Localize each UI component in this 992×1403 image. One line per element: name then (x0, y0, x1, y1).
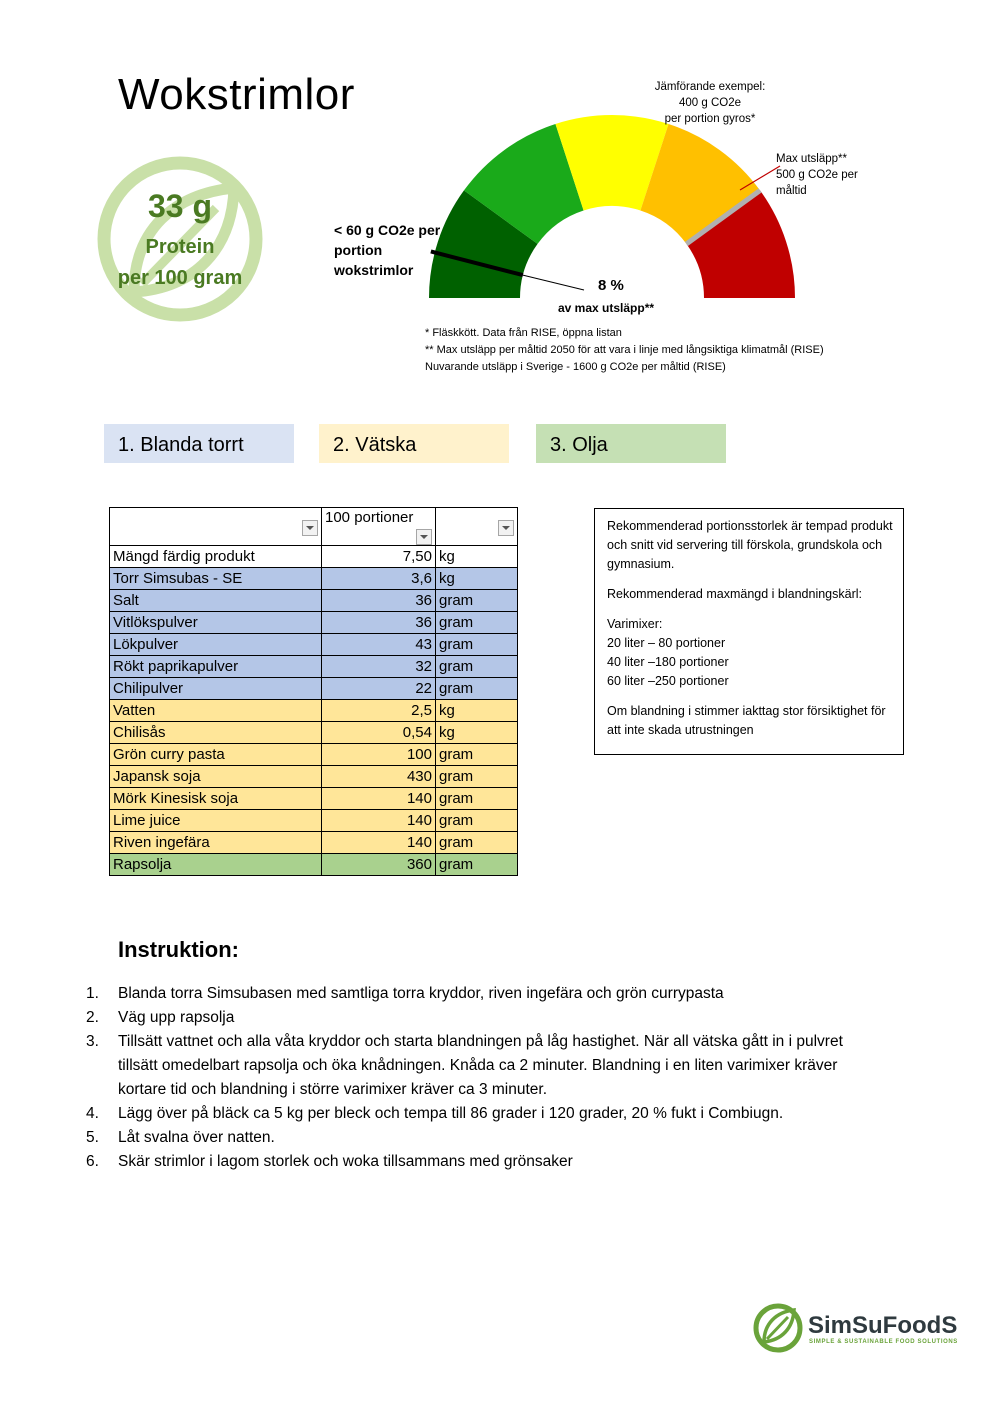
table-row (110, 721, 518, 743)
instruction-number: 4. (86, 1105, 99, 1122)
table-header-cell (110, 508, 322, 546)
instruction-step (86, 1150, 886, 1174)
protein-label: Protein (145, 236, 215, 258)
amount-cell: 360 (322, 853, 436, 875)
gauge-comparison-note: Jämförande exempel: 400 g CO2e per portion gyros* (654, 81, 766, 125)
amount-cell: 22 (322, 677, 436, 699)
ingredient-cell: Vitlökspulver (110, 611, 322, 633)
unit-cell: gram (436, 589, 518, 611)
info-mixer-line: 40 liter –180 portioner (607, 655, 729, 669)
unit-cell: gram (436, 611, 518, 633)
footnote: * Fläskkött. Data från RISE, öppna listan (425, 327, 622, 339)
table-row (110, 809, 518, 831)
instruction-number: 6. (86, 1153, 99, 1170)
ingredient-cell: Riven ingefära (110, 831, 322, 853)
unit-cell: gram (436, 765, 518, 787)
logo-tagline: SIMPLE & SUSTAINABLE FOOD SOLUTIONS (809, 1339, 958, 1345)
instruction-number: 3. (86, 1033, 99, 1050)
ingredient-cell: Grön curry pasta (110, 743, 322, 765)
unit-cell: gram (436, 787, 518, 809)
instruction-text: Väg upp rapsolja (118, 1009, 235, 1026)
table-row (110, 677, 518, 699)
unit-cell: kg (436, 545, 518, 567)
table-row (110, 655, 518, 677)
instruction-step (86, 1126, 886, 1150)
instruction-step (86, 1102, 886, 1126)
instruction-text: Skär strimlor i lagom storlek och woka tillsammans med grönsaker (118, 1153, 573, 1170)
gauge-percent: 8 % (598, 277, 624, 294)
protein-badge (94, 150, 266, 328)
ingredient-cell: Mörk Kinesisk soja (110, 787, 322, 809)
unit-cell: gram (436, 831, 518, 853)
table-row (110, 633, 518, 655)
table-row (110, 765, 518, 787)
filter-dropdown-icon[interactable] (416, 529, 432, 545)
amount-cell: 7,50 (322, 545, 436, 567)
instruction-step (86, 1006, 886, 1030)
amount-cell: 43 (322, 633, 436, 655)
amount-cell: 430 (322, 765, 436, 787)
unit-cell: kg (436, 721, 518, 743)
amount-cell: 140 (322, 809, 436, 831)
table-row (110, 567, 518, 589)
unit-cell: gram (436, 655, 518, 677)
gauge-max-note: Max utsläpp** 500 g CO2e per måltid (776, 153, 858, 197)
filter-dropdown-icon[interactable] (302, 520, 318, 536)
gauge-footnotes (425, 325, 824, 376)
protein-amount: 33 g (147, 188, 213, 224)
table-header-row (110, 508, 518, 546)
step-box-liquid: 2. Vätska (319, 424, 509, 463)
amount-cell: 36 (322, 611, 436, 633)
instruction-number: 5. (86, 1129, 99, 1146)
step-box-dry: 1. Blanda torrt (104, 424, 294, 463)
ingredient-cell: Salt (110, 589, 322, 611)
instruction-text: Lägg över på bläck ca 5 kg per bleck och tempa till 86 grader i 120 grader, 20 % fukt i Combiugn. (118, 1105, 784, 1122)
info-mixer-title: Varimixer: (607, 617, 663, 631)
table-header-cell (436, 508, 518, 546)
recipe-table (109, 507, 518, 876)
info-max-text: Rekommenderad maxmängd i blandningskärl: (607, 587, 862, 601)
instructions-list (86, 982, 886, 1174)
instruction-number: 2. (86, 1009, 99, 1026)
ingredient-cell: Mängd färdig produkt (110, 545, 322, 567)
logo-name: SimSuFoodS (808, 1312, 958, 1339)
amount-cell: 140 (322, 831, 436, 853)
unit-cell: kg (436, 567, 518, 589)
instruction-text: Låt svalna över natten. (118, 1129, 275, 1146)
table-row (110, 589, 518, 611)
info-portion-text: Rekommenderad portionsstorlek är tempad produkt och snitt vid servering till förskola, grundskola och gymnasium. (607, 519, 893, 571)
unit-cell: kg (436, 699, 518, 721)
ingredient-cell: Chilipulver (110, 677, 322, 699)
instructions-title: Instruktion: (118, 937, 239, 962)
ingredient-cell: Vatten (110, 699, 322, 721)
unit-cell: gram (436, 809, 518, 831)
ingredient-cell: Rökt paprikapulver (110, 655, 322, 677)
filter-dropdown-icon[interactable] (498, 520, 514, 536)
amount-cell: 0,54 (322, 721, 436, 743)
ingredient-cell: Lökpulver (110, 633, 322, 655)
gauge-portion-note: < 60 g CO2e per portion wokstrimlor (334, 222, 441, 278)
ingredient-cell: Japansk soja (110, 765, 322, 787)
table-row (110, 853, 518, 875)
instruction-number: 1. (86, 985, 99, 1002)
table-row (110, 831, 518, 853)
amount-cell: 100 (322, 743, 436, 765)
amount-cell: 36 (322, 589, 436, 611)
ingredient-cell: Chilisås (110, 721, 322, 743)
table-row (110, 743, 518, 765)
info-box (594, 508, 904, 755)
info-warning: Om blandning i stimmer iakttag stor försiktighet för att inte skada utrustningen (607, 704, 886, 737)
ingredient-cell: Torr Simsubas - SE (110, 567, 322, 589)
unit-cell: gram (436, 743, 518, 765)
unit-cell: gram (436, 853, 518, 875)
amount-cell: 2,5 (322, 699, 436, 721)
amount-cell: 140 (322, 787, 436, 809)
instruction-text: Blanda torra Simsubasen med samtliga torra kryddor, riven ingefära och grön currypasta (118, 985, 724, 1002)
page-title: Wokstrimlor (118, 70, 355, 119)
unit-cell: gram (436, 633, 518, 655)
protein-unit: per 100 gram (117, 267, 243, 289)
table-row (110, 787, 518, 809)
ingredient-cell: Rapsolja (110, 853, 322, 875)
info-mixer-line: 60 liter –250 portioner (607, 674, 729, 688)
amount-cell: 32 (322, 655, 436, 677)
info-mixer-line: 20 liter – 80 portioner (607, 636, 726, 650)
instruction-text: Tillsätt vattnet och alla våta kryddor och starta blandningen på låg hastighet. När all vätska gått in i pulvret tillsätt omedelbart rapsolja och öka knådningen. Knåda ca 2 minuter. Blandning i en liten varimixer kräver kortare tid och blandning i större varimixer kräver ca 3 minuter. (118, 1033, 843, 1098)
amount-cell: 3,6 (322, 567, 436, 589)
table-row (110, 545, 518, 567)
step-box-oil: 3. Olja (536, 424, 726, 463)
gauge-percent-label: av max utsläpp** (558, 301, 655, 315)
footnote: Nuvarande utsläpp i Sverige - 1600 g CO2e per måltid (RISE) (425, 361, 726, 373)
table-row (110, 611, 518, 633)
instruction-step (86, 1030, 886, 1102)
unit-cell: gram (436, 677, 518, 699)
footnote: ** Max utsläpp per måltid 2050 för att vara i linje med långsiktiga klimatmål (RISE) (425, 344, 824, 356)
instruction-step (86, 982, 886, 1006)
ingredient-cell: Lime juice (110, 809, 322, 831)
table-header-cell: 100 portioner (322, 508, 436, 546)
table-row (110, 699, 518, 721)
gauge-needle-pointer (523, 275, 584, 290)
